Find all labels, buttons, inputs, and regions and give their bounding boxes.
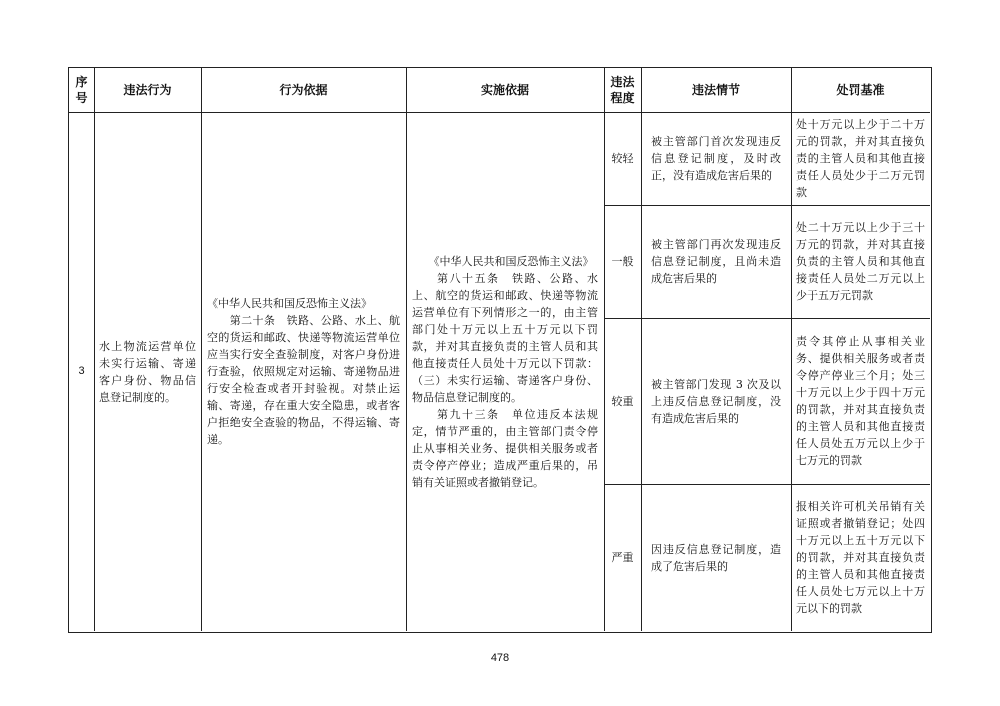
header-seq: 序 号: [75, 75, 88, 105]
penalty-text: 处十万元以上少于二十万元的罚款，并对其直接负责的主管人员和其他直接责任人员处少于二万元罚款: [796, 118, 925, 199]
penalty-cell: [791, 112, 930, 205]
circumstance-text: 被主管部门再次发现违反信息登记制度，且尚未造成危害后果的: [651, 238, 781, 285]
circumstance-text: 被主管部门首次发现违反信息登记制度，及时改正，没有造成危害后果的: [651, 135, 781, 182]
header-circumstance: 违法情节: [691, 82, 740, 97]
penalty-table: [68, 67, 932, 633]
degree-cell: 严重: [611, 551, 634, 564]
penalty-text: 处二十万元以上少于三十万元的罚款，并对其直接负责的主管人员和其他直接责任人员处二万元以上少于五万元罚款: [796, 221, 925, 302]
header-implementation: 实施依据: [480, 82, 529, 97]
circumstance-text: 因违反信息登记制度，造成了危害后果的: [651, 542, 781, 573]
penalty-cell: [791, 318, 930, 484]
header-basis: 行为依据: [279, 82, 328, 97]
row-seq: 3: [78, 365, 85, 377]
penalty-cell: [791, 205, 930, 318]
implementation-basis-text: 《中华人民共和国反恐怖主义法》 第八十五条 铁路、公路、水上、航空的货运和邮政、快递等物流运营单位有下列情形之一的，由主管部门处十万元以上五十万元以下罚款，并对其直接负责的主管人员和其他直接责任人员处十万元以下罚款：（三）未实行运输、寄递客户身份、物品信息登记制度的。 第九十三条 单位违反本法规定，情节严重的，由主管部门责令停止从事相关业务、提供相关服务或者责令停产停业；造成严重后果的，吊销有关证照或者撤销登记。: [412, 254, 598, 489]
behavior-basis-text: 《中华人民共和国反恐怖主义法》 第二十条 铁路、公路、水上、航空的货运和邮政、快递等物流运营单位应当实行安全查验制度，对客户身份进行查验，依照规定对运输、寄递物品进行安全检查或者开封验视。对禁止运输、寄递，存在重大安全隐患，或者客户拒绝安全查验的物品，不得运输、寄递。: [207, 297, 400, 446]
degree-cell: 一般: [611, 255, 634, 268]
page-number: 478: [490, 652, 510, 664]
header-behavior: 违法行为: [123, 82, 172, 97]
circumstance-cell: [641, 318, 791, 484]
violation-behavior: [94, 112, 201, 631]
circumstance-cell: [641, 205, 791, 318]
degree-cell: 较重: [611, 394, 634, 408]
circumstance-text: 被主管部门发现 3 次及以上违反信息登记制度，没有造成危害后果的: [651, 377, 781, 425]
violation-behavior-text: 水上物流运营单位未实行运输、寄递客户身份、物品信息登记制度的。: [99, 339, 196, 404]
header-degree: 违法 程度: [610, 75, 635, 105]
penalty-cell: [791, 484, 930, 631]
implementation-basis: [406, 112, 604, 631]
circumstance-cell: [641, 484, 791, 631]
penalty-text: 责令其停止从事相关业务、提供相关服务或者责令停产停业三个月；处三十万元以上少于四十万元的罚款，并对其直接负责的主管人员和其他直接责任人员处五万元以上少于七万元的罚款: [796, 335, 925, 467]
degree-cell: 较轻: [611, 152, 634, 165]
behavior-basis: [201, 112, 406, 631]
circumstance-cell: [641, 112, 791, 205]
penalty-text: 报相关许可机关吊销有关证照或者撤销登记；处四十万元以上五十万元以下的罚款，并对其直接负责的主管人员和其他直接责任人员处七万元以上十万元以下的罚款: [796, 500, 925, 615]
header-penalty: 处罚基准: [836, 82, 885, 97]
